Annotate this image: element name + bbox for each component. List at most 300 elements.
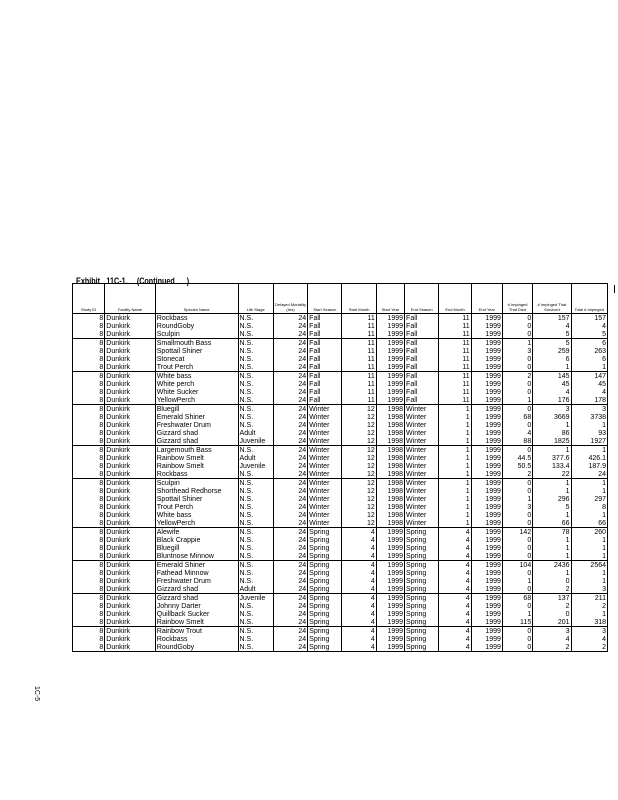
table-cell: 4 [342,536,376,544]
column-header: Start Year [376,284,404,314]
table-cell: Rainbow Smelt [155,454,238,462]
table-cell: Fathead Minnow [155,569,238,577]
table-cell: 8 [73,519,105,528]
table-cell: 4 [342,643,376,652]
table-cell: 1 [439,519,471,528]
table-cell: 24 [273,347,307,355]
table-cell: Smallmouth Bass [155,339,238,348]
table-cell: Dunkirk [105,388,155,396]
table-row [73,594,608,603]
table-cell: 24 [273,643,307,652]
table-cell: 1 [571,569,607,577]
table-cell: N.S. [238,487,273,495]
table-cell: 1999 [471,602,502,610]
table-row [73,585,608,594]
table-cell: 1999 [471,322,502,330]
table-cell: 11 [439,380,471,388]
table-cell: 0 [502,602,532,610]
table-cell: 3738 [571,413,607,421]
table-cell: 11 [342,322,376,330]
table-cell: Fall [405,330,439,339]
table-cell: 11 [439,396,471,405]
table-cell: 4 [533,635,571,643]
table-cell: 1998 [376,511,404,519]
table-cell: 1999 [471,413,502,421]
table-cell: 1999 [471,339,502,348]
table-row [73,627,608,636]
table-cell: Fall [405,388,439,396]
table-cell: RoundGoby [155,322,238,330]
table-cell: 8 [73,339,105,348]
table-cell: Rockbass [155,470,238,479]
table-cell: 1998 [376,462,404,470]
table-cell: Johnny Darter [155,602,238,610]
table-cell: 1999 [471,314,502,323]
table-cell: 12 [342,446,376,455]
table-cell: 11 [342,314,376,323]
table-cell: N.S. [238,635,273,643]
table-cell: 3 [502,347,532,355]
table-cell: Spring [308,602,342,610]
table-row [73,602,608,610]
table-cell: 24 [273,536,307,544]
table-cell: 8 [73,569,105,577]
table-cell: 6 [571,339,607,348]
table-cell: White Sucker [155,388,238,396]
table-cell: Winter [308,446,342,455]
table-cell: 4 [342,561,376,570]
table-cell: Winter [405,437,439,446]
table-cell: Dunkirk [105,594,155,603]
table-cell: 1999 [376,388,404,396]
table-cell: Rainbow Smelt [155,618,238,627]
table-cell: 8 [73,314,105,323]
table-cell: 1998 [376,503,404,511]
table-cell: 1999 [376,380,404,388]
table-cell: 1999 [471,372,502,381]
table-right-edge [614,285,615,293]
table-cell: 1999 [471,536,502,544]
table-cell: 8 [571,503,607,511]
table-cell: Fall [308,355,342,363]
table-cell: Dunkirk [105,585,155,594]
table-cell: N.S. [238,330,273,339]
table-cell: 1 [533,552,571,561]
table-cell: N.S. [238,602,273,610]
table-cell: 1999 [471,503,502,511]
table-cell: Dunkirk [105,339,155,348]
table-cell: 1 [439,470,471,479]
table-cell: 211 [571,594,607,603]
table-row [73,511,608,519]
table-cell: 24 [273,479,307,488]
table-cell: Winter [405,511,439,519]
table-cell: 8 [73,487,105,495]
table-cell: 8 [73,372,105,381]
table-cell: Winter [405,421,439,429]
table-cell: N.S. [238,495,273,503]
table-cell: 1999 [471,585,502,594]
table-cell: Winter [308,470,342,479]
table-cell: Winter [308,405,342,414]
table-cell: Spring [405,577,439,585]
table-cell: 11 [439,330,471,339]
table-cell: 24 [273,503,307,511]
table-cell: Winter [308,421,342,429]
table-cell: N.S. [238,618,273,627]
table-cell: Winter [405,479,439,488]
table-row [73,495,608,503]
table-cell: 4 [439,561,471,570]
table-cell: 1999 [376,363,404,372]
table-cell: 4 [342,528,376,537]
table-cell: 1 [571,552,607,561]
table-cell: Gizzard shad [155,594,238,603]
table-cell: 11 [439,339,471,348]
table-cell: 8 [73,511,105,519]
table-cell: 1999 [471,577,502,585]
table-cell: Rockbass [155,635,238,643]
table-cell: 4 [533,388,571,396]
table-cell: Rockbass [155,314,238,323]
table-cell: 8 [73,405,105,414]
table-cell: 1999 [376,569,404,577]
table-cell: Dunkirk [105,454,155,462]
table-cell: 8 [73,635,105,643]
table-cell: 1 [439,421,471,429]
table-cell: White perch [155,380,238,388]
table-row [73,446,608,455]
table-row [73,503,608,511]
table-cell: 1 [439,413,471,421]
table-cell: 1 [439,495,471,503]
table-cell: 8 [73,355,105,363]
table-cell: 4 [342,544,376,552]
table-cell: 1999 [376,372,404,381]
table-cell: N.S. [238,503,273,511]
table-cell: 3669 [533,413,571,421]
table-cell: 8 [73,528,105,537]
table-cell: 24 [273,322,307,330]
table-cell: Dunkirk [105,602,155,610]
table-cell: 12 [342,470,376,479]
table-cell: Spottail Shiner [155,347,238,355]
table-cell: 8 [73,470,105,479]
table-cell: 1999 [376,330,404,339]
table-cell: Winter [308,462,342,470]
table-cell: Rainbow Smelt [155,462,238,470]
table-cell: N.S. [238,355,273,363]
table-cell: 1998 [376,437,404,446]
column-header: # Impinged That Survived [533,284,571,314]
table-cell: Juvenile [238,594,273,603]
table-row [73,314,608,323]
table-body [73,314,608,652]
table-cell: N.S. [238,544,273,552]
table-cell: 24 [273,635,307,643]
table-cell: 1999 [471,487,502,495]
table-cell: 1999 [471,511,502,519]
table-cell: 66 [571,519,607,528]
table-cell: 68 [502,413,532,421]
table-cell: 0 [502,519,532,528]
table-cell: 0 [502,363,532,372]
table-cell: 1999 [471,627,502,636]
table-cell: 6 [571,355,607,363]
table-cell: 11 [439,322,471,330]
table-cell: N.S. [238,405,273,414]
table-cell: N.S. [238,363,273,372]
table-cell: N.S. [238,446,273,455]
table-cell: 1999 [376,635,404,643]
table-cell: 0 [502,585,532,594]
table-cell: Dunkirk [105,577,155,585]
table-cell: Trout Perch [155,503,238,511]
table-cell: 178 [571,396,607,405]
table-cell: 1999 [376,347,404,355]
table-cell: 1 [571,536,607,544]
table-cell: Fall [405,314,439,323]
table-cell: 4 [439,594,471,603]
table-cell: 2436 [533,561,571,570]
exhibit-continued: (Continued ) [136,276,190,286]
table-cell: 1999 [471,388,502,396]
table-cell: Dunkirk [105,495,155,503]
table-cell: 24 [273,585,307,594]
table-cell: 24 [273,602,307,610]
table-cell: 1999 [376,585,404,594]
table-cell: Winter [308,479,342,488]
table-cell: Spring [308,594,342,603]
table-cell: 1999 [471,561,502,570]
table-row [73,462,608,470]
table-cell: 1999 [471,610,502,618]
table-cell: 8 [73,643,105,652]
table-cell: Emerald Shiner [155,413,238,421]
table-cell: Juvenile [238,462,273,470]
table-cell: 5 [571,330,607,339]
table-cell: Fall [308,339,342,348]
table-cell: 11 [342,396,376,405]
table-cell: 11 [342,347,376,355]
table-cell: Dunkirk [105,610,155,618]
table-cell: 157 [533,314,571,323]
table-cell: 2 [502,470,532,479]
table-cell: YellowPerch [155,396,238,405]
table-cell: Dunkirk [105,487,155,495]
table-cell: N.S. [238,380,273,388]
table-cell: 0 [502,552,532,561]
table-cell: N.S. [238,388,273,396]
table-row [73,330,608,339]
table-cell: 8 [73,454,105,462]
column-header: End Season [405,284,439,314]
table-cell: 24 [273,339,307,348]
table-cell: White bass [155,372,238,381]
table-cell: 1998 [376,479,404,488]
table-cell: Dunkirk [105,462,155,470]
table-cell: 1999 [471,347,502,355]
table-cell: 1 [439,462,471,470]
table-cell: 24 [273,561,307,570]
table-cell: 1 [571,511,607,519]
table-cell: 8 [73,561,105,570]
table-cell: Spring [308,627,342,636]
table-cell: 12 [342,413,376,421]
table-cell: 4 [439,577,471,585]
table-cell: 1999 [376,561,404,570]
table-cell: 1998 [376,495,404,503]
table-cell: 1999 [471,355,502,363]
table-row [73,479,608,488]
table-cell: Winter [405,462,439,470]
table-cell: Dunkirk [105,519,155,528]
table-cell: 1999 [376,528,404,537]
table-cell: 1 [571,363,607,372]
table-cell: 24 [273,421,307,429]
table-cell: 1999 [471,429,502,437]
table-row [73,372,608,381]
table-cell: 3 [533,627,571,636]
table-cell: 24 [273,396,307,405]
table-cell: 1999 [471,618,502,627]
table-row [73,405,608,414]
table-cell: 24 [571,470,607,479]
table-cell: 2 [571,643,607,652]
table-cell: 12 [342,405,376,414]
table-cell: Spring [405,536,439,544]
table-cell: 1 [502,396,532,405]
table-cell: N.S. [238,470,273,479]
table-cell: 187.9 [571,462,607,470]
table-cell: 6 [533,355,571,363]
table-cell: 8 [73,421,105,429]
table-cell: 1999 [471,396,502,405]
table-cell: Spring [405,569,439,577]
table-cell: 4 [439,536,471,544]
table-cell: 1999 [376,322,404,330]
table-cell: 1999 [376,577,404,585]
table-cell: 2 [533,602,571,610]
column-header: Start Season [308,284,342,314]
table-cell: Spring [308,561,342,570]
table-cell: Juvenile [238,437,273,446]
table-cell: 8 [73,396,105,405]
table-cell: 0 [502,446,532,455]
table-cell: 4 [502,429,532,437]
table-cell: 24 [273,355,307,363]
table-cell: 3 [571,627,607,636]
table-cell: 24 [273,454,307,462]
table-cell: Spring [405,552,439,561]
table-cell: 24 [273,610,307,618]
table-cell: Dunkirk [105,544,155,552]
table-cell: Fall [405,347,439,355]
table-row [73,487,608,495]
table-cell: Gizzard shad [155,429,238,437]
table-cell: Fall [405,380,439,388]
table-cell: 8 [73,462,105,470]
table-cell: Fall [405,372,439,381]
table-cell: Spring [308,643,342,652]
table-cell: Spring [308,635,342,643]
table-cell: 3 [571,585,607,594]
table-cell: Spring [405,528,439,537]
table-row [73,610,608,618]
table-cell: 8 [73,437,105,446]
table-cell: 0 [502,487,532,495]
table-cell: 1 [571,421,607,429]
table-cell: 1 [439,454,471,462]
table-cell: Dunkirk [105,528,155,537]
table-cell: 0 [502,388,532,396]
table-cell: 2564 [571,561,607,570]
table-cell: 296 [533,495,571,503]
table-cell: 22 [533,470,571,479]
table-cell: 4 [342,627,376,636]
table-cell: Bluegill [155,544,238,552]
table-cell: 145 [533,372,571,381]
table-cell: 24 [273,446,307,455]
table-cell: 1 [571,577,607,585]
table-cell: 24 [273,429,307,437]
table-cell: 0 [502,544,532,552]
table-cell: 45 [533,380,571,388]
table-cell: 1999 [376,339,404,348]
table-cell: 1998 [376,405,404,414]
table-cell: 12 [342,454,376,462]
table-cell: 24 [273,569,307,577]
table-cell: 1 [533,421,571,429]
table-cell: 24 [273,487,307,495]
impingement-table [72,283,608,652]
table-cell: 1 [571,446,607,455]
table-cell: Dunkirk [105,536,155,544]
table-cell: 1998 [376,446,404,455]
table-cell: 0 [533,577,571,585]
table-cell: 11 [342,339,376,348]
table-cell: Trout Perch [155,363,238,372]
table-cell: Winter [308,487,342,495]
exhibit-number: 11C-1. [106,276,128,286]
table-cell: Spring [308,618,342,627]
table-cell: Fall [308,322,342,330]
table-row [73,577,608,585]
table-cell: 1999 [376,627,404,636]
table-cell: 1 [502,495,532,503]
table-cell: 8 [73,380,105,388]
table-row [73,618,608,627]
table-cell: 12 [342,437,376,446]
table-cell: Spring [405,561,439,570]
table-cell: 0 [502,643,532,652]
table-cell: N.S. [238,479,273,488]
table-cell: 1 [439,429,471,437]
table-cell: 4 [439,643,471,652]
table-cell: 0 [502,479,532,488]
table-cell: Spring [308,552,342,561]
table-cell: 24 [273,462,307,470]
table-cell: Adult [238,454,273,462]
table-cell: Dunkirk [105,322,155,330]
table-cell: N.S. [238,372,273,381]
table-cell: 1998 [376,470,404,479]
table-cell: Fall [308,388,342,396]
table-cell: 1 [439,479,471,488]
table-cell: 1 [502,610,532,618]
table-cell: Fall [308,363,342,372]
table-cell: 1999 [471,594,502,603]
